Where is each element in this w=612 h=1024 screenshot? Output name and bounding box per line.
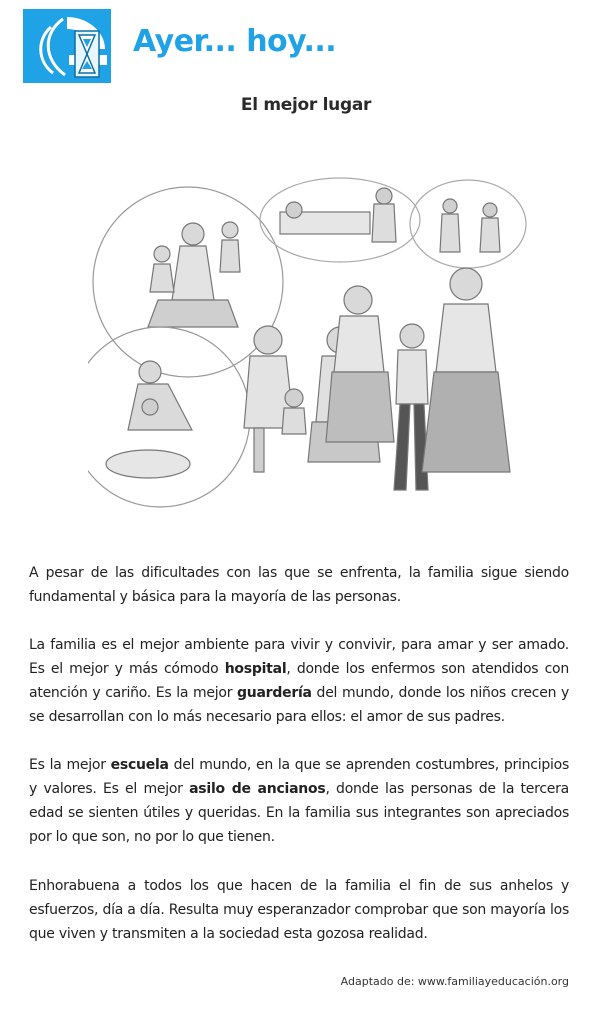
globe-hourglass-icon — [23, 9, 111, 83]
paragraph-text: del mundo, donde los niños crecen y se desarrollan con lo más necesario para ellos: el amor de sus padres. — [29, 685, 570, 725]
highlight-hospital: hospital — [224, 661, 287, 677]
paragraph-intro: A pesar de las dificultades con las que se enfrenta, la familia sigue siendo fundamental y básica para la mayoría de las personas. — [29, 565, 569, 605]
highlight-guarderia: guardería — [237, 685, 312, 701]
highlight-escuela: escuela — [110, 757, 169, 773]
paragraph-text: del mundo, en la que se aprenden costumbres, principios y valores. Es el mejor — [29, 757, 569, 797]
paragraph-text: Es la mejor — [29, 757, 111, 773]
header-title: Ayer... hoy... — [133, 24, 337, 59]
family-illustration — [88, 172, 538, 512]
paragraph-text: , donde los enfermos son atendidos con atención y cariño. Es la mejor — [29, 661, 569, 701]
source-credit: Adaptado de: www.familiayeducación.org — [340, 975, 569, 988]
paragraph-text: La familia es el mejor ambiente para vivir y convivir, para amar y ser amado. Es el mejor y más cómodo — [29, 637, 569, 677]
paragraph-family-school — [29, 753, 569, 849]
page-subtitle: El mejor lugar — [240, 95, 372, 115]
paragraph-family-hospital — [29, 633, 569, 729]
highlight-asilo: asilo de ancianos — [189, 781, 326, 797]
paragraph-text: , donde las personas de la tercera edad se sienten útiles y queridas. En la familia sus integrantes son apreciados por lo que son, no por lo que tienen. — [29, 781, 570, 845]
paragraph-closing: Enhorabuena a todos los que hacen de la familia el fin de sus anhelos y esfuerzos, día a día. Resulta muy esperanzador comprobar que son mayoría los que viven y transmiten a la sociedad esta gozosa realidad. — [29, 878, 569, 942]
